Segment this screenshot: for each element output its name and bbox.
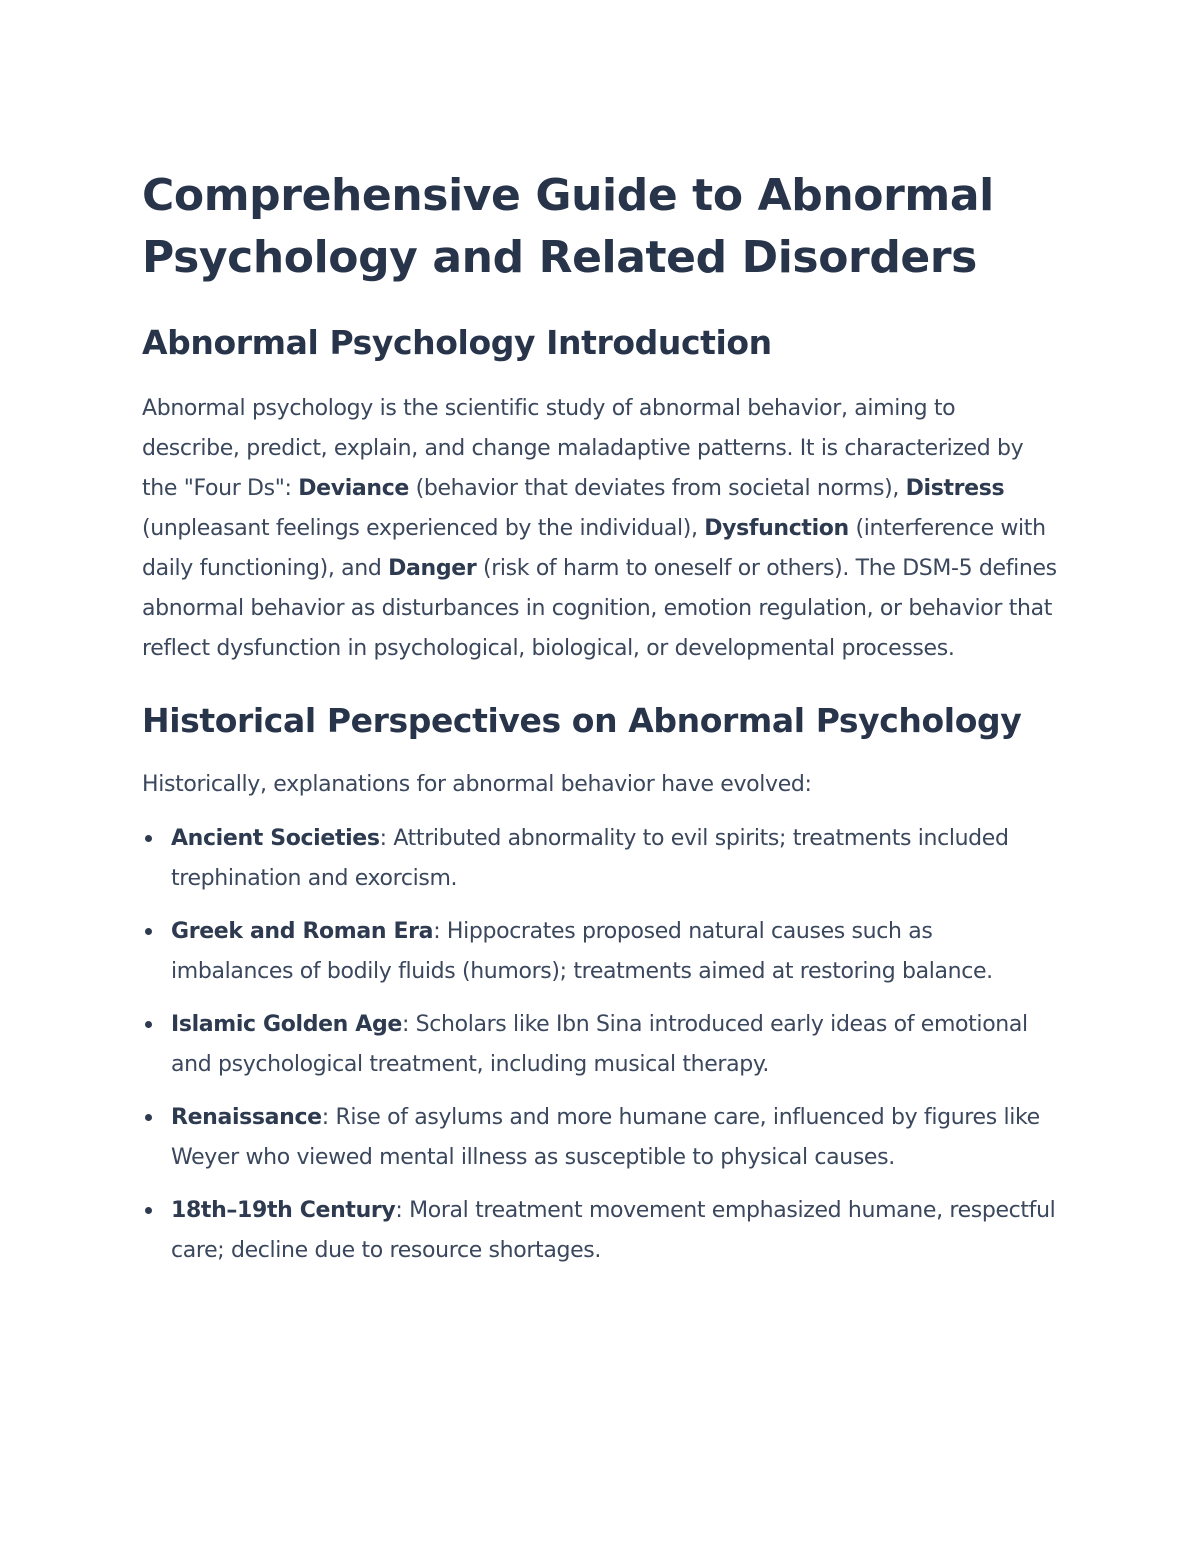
intro-text-2: (behavior that deviates from societal norms),: [408, 476, 906, 501]
intro-text-3: (unpleasant feelings experienced by the individual),: [142, 516, 705, 541]
list-item-term: 18th–19th Century: [171, 1198, 396, 1223]
list-item-text: : Attributed abnormality to evil spirits; treatments included trephination and exorcism.: [171, 826, 1009, 891]
list-item: [142, 912, 1057, 992]
intro-text-4: (interference with daily functioning), and: [142, 516, 1046, 581]
page-title: Comprehensive Guide to Abnormal Psychology and Related Disorders: [142, 170, 994, 283]
list-item: [142, 1098, 1057, 1178]
history-lead-paragraph: Historically, explanations for abnormal behavior have evolved:: [142, 772, 812, 797]
list-item-text: : Scholars like Ibn Sina introduced early ideas of emotional and psychological treatment, including musical therapy.: [171, 1012, 1028, 1077]
bullet-icon: [145, 1207, 152, 1214]
list-item-text: : Moral treatment movement emphasized humane, respectful care; decline due to resource shortages.: [171, 1198, 1056, 1263]
term-dysfunction: Dysfunction: [704, 516, 849, 541]
bullet-icon: [145, 835, 152, 842]
list-item: [142, 1191, 1057, 1271]
list-item-text: : Hippocrates proposed natural causes such as imbalances of bodily fluids (humors); treatments aimed at restoring balance.: [171, 919, 993, 984]
list-item-text: : Rise of asylums and more humane care, influenced by figures like Weyer who viewed mental illness as susceptible to physical causes.: [171, 1105, 1040, 1170]
list-item-term: Ancient Societies: [171, 826, 380, 851]
intro-text-1: Abnormal psychology is the scientific study of abnormal behavior, aiming to describe, predict, explain, and change maladaptive patterns. It is characterized by the "Four Ds":: [142, 396, 1024, 501]
intro-paragraph: [142, 389, 1057, 669]
bullet-icon: [145, 1021, 152, 1028]
list-item: [142, 1005, 1057, 1085]
bullet-icon: [145, 1114, 152, 1121]
list-item-term: Greek and Roman Era: [171, 919, 434, 944]
list-item: [142, 819, 1057, 899]
list-item-term: Renaissance: [171, 1105, 322, 1130]
list-item-term: Islamic Golden Age: [171, 1012, 402, 1037]
bullet-icon: [145, 928, 152, 935]
section-heading-introduction: Abnormal Psychology Introduction: [142, 323, 772, 362]
document-page: [142, 165, 1057, 1284]
section-heading-history: Historical Perspectives on Abnormal Psychology: [142, 701, 1022, 740]
term-danger: Danger: [388, 556, 477, 581]
term-distress: Distress: [905, 476, 1005, 501]
term-deviance: Deviance: [298, 476, 409, 501]
history-list: [142, 819, 1057, 1271]
intro-text-5: (risk of harm to oneself or others). The DSM-5 defines abnormal behavior as disturbances in cognition, emotion regulation, or behavior that reflect dysfunction in psychological, biological, or developmental processes.: [142, 556, 1057, 661]
